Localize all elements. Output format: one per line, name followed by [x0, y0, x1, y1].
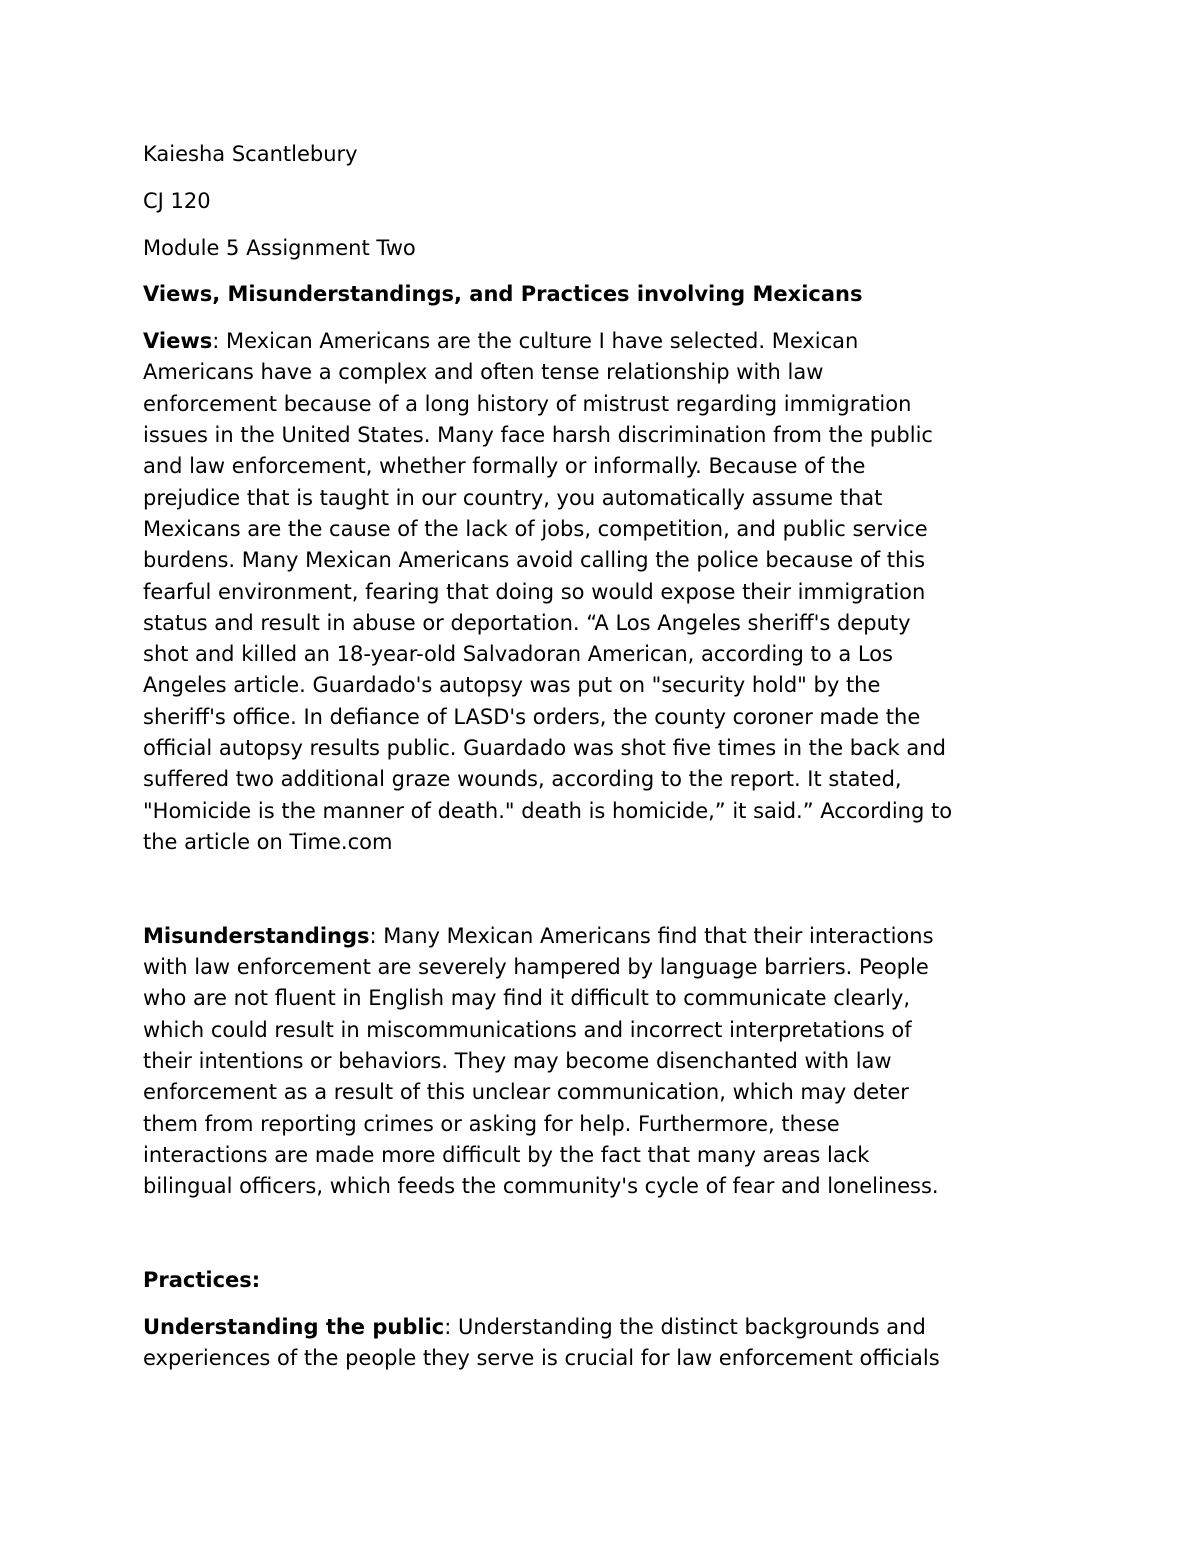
understanding-paragraph [143, 1312, 1058, 1375]
understanding-label: Understanding the public [143, 1314, 445, 1339]
document-page [143, 139, 1058, 1374]
spacer [143, 858, 1058, 921]
practices-heading [143, 1265, 1058, 1296]
document-title [143, 279, 1058, 310]
misunderstandings-label: Misunderstandings [143, 923, 370, 948]
assignment-title: Module 5 Assignment Two [143, 235, 416, 260]
course-code: CJ 120 [143, 188, 211, 213]
understanding-text: : Understanding the distinct backgrounds and experiences of the people they serve is crucial for law enforcement officials [143, 1314, 940, 1370]
spacer [143, 1202, 1058, 1265]
views-label: Views [143, 329, 213, 354]
misunderstandings-paragraph [143, 921, 1058, 1203]
views-paragraph [143, 326, 1058, 858]
practices-heading-text: Practices: [143, 1267, 261, 1292]
author-name: Kaiesha Scantlebury [143, 142, 358, 166]
views-text: : Mexican Americans are the culture I have selected. Mexican Americans have a complex and often tense relationship with law enforcement because of a long history of mistrust regarding immigration issues in the United States. Many face harsh discrimination from the public and law enforcement, whether formally or informally. Because of the prejudice that is taught in our country, you automatically assume that Mexicans are the cause of the lack of jobs, competition, and public service burdens. Many Mexican Americans avoid calling the police because of this fearful environment, fearing that doing so would expose their immigration status and result in abuse or deportation. “A Los Angeles sheriff's deputy shot and killed an 18-year-old Salvadoran American, according to a Los Angeles article. Guardado's autopsy was put on "security hold" by the sheriff's office. In defiance of LASD's orders, the county coroner made the official autopsy results public. Guardado was shot five times in the back and suffered two additional graze wounds, according to the report. It stated, "Homicide is the manner of death." death is homicide,” it said.” According to the article on Time.com [143, 329, 953, 854]
misunderstandings-text: : Many Mexican Americans find that their interactions with law enforcement are severely hampered by language barriers. People who are not fluent in English may find it difficult to communicate clearly, which could result in miscommunications and incorrect interpretations of their intentions or behaviors. They may become disenchanted with law enforcement as a result of this unclear communication, which may deter them from reporting crimes or asking for help. Furthermore, these interactions are made more difficult by the fact that many areas lack bilingual officers, which feeds the community's cycle of fear and loneliness. [143, 923, 939, 1199]
document-title-text: Views, Misunderstandings, and Practices involving Mexicans [143, 282, 863, 307]
